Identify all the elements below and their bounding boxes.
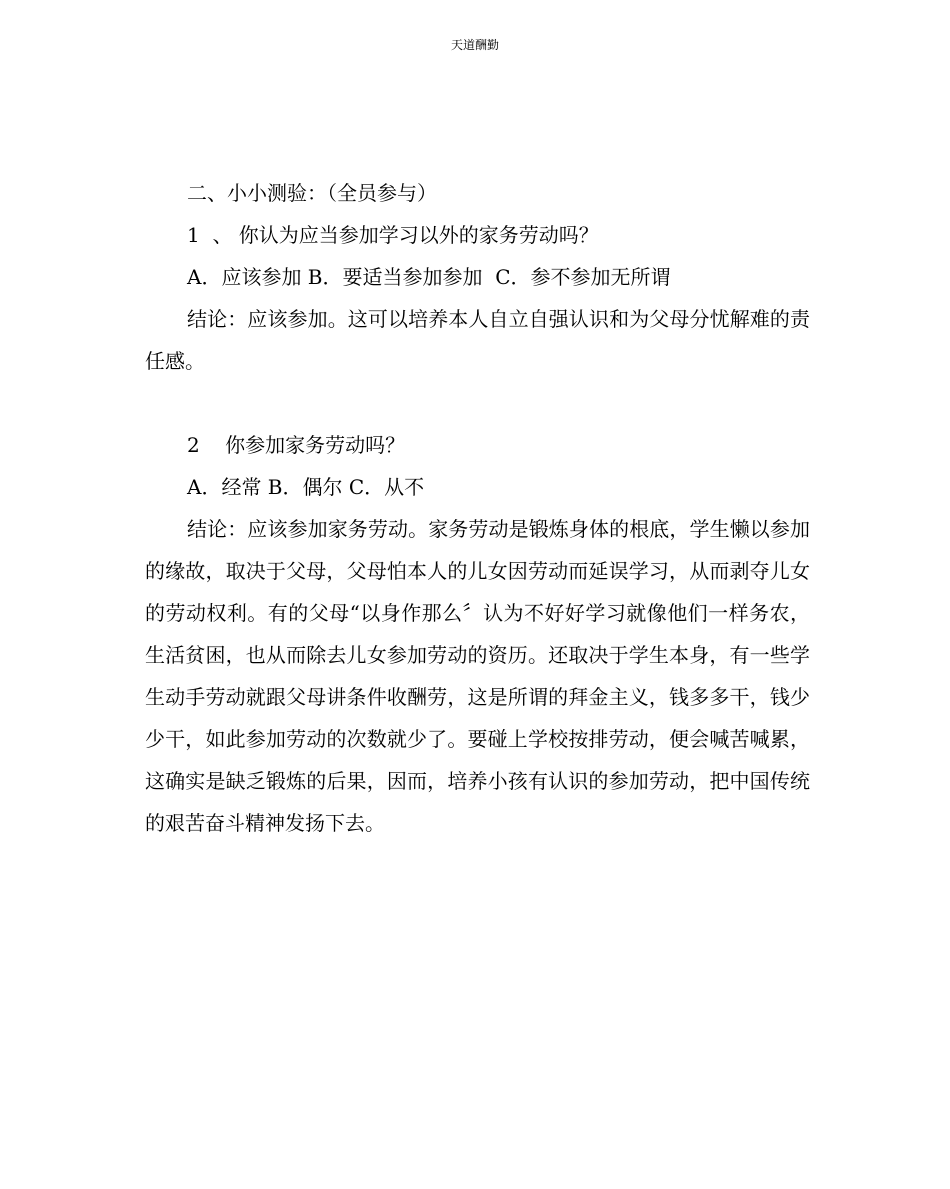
- question-2-options: A．经常 B．偶尔 C．从不: [187, 475, 425, 499]
- question-2-conclusion: 结论：应该参加家务劳动。家务劳动是锻炼身体的根底，学生懒以参加的缘故，取决于父母，父母怕本人的儿女因劳动而延误学习，从而剥夺儿女的劳动权利。有的父母“以身作那么〞认为不好好学习就像他们一样务农，生活贫困，也从而除去儿女参加劳动的资历。还取决于学生本身，有一些学生动手劳动就跟父母讲条件收酬劳，这是所谓的拜金主义，钱多多干，钱少少干，如此参加劳动的次数就少了。要碰上学校按排劳动，便会喊苦喊累，这确实是缺乏锻炼的后果，因而，培养小孩有认识的参加劳动，把中国传统的艰苦奋斗精神发扬下去。: [145, 517, 810, 835]
- section-title: 二、小小测验：（全员参与）: [187, 181, 437, 205]
- question-1-conclusion: 结论：应该参加。这可以培养本人自立自强认识和为父母分忧解难的责任感。: [145, 307, 810, 373]
- document-body: [145, 172, 810, 844]
- question-1-options: A．应该参加 B．要适当参加参加 C．参不参加无所谓: [187, 265, 671, 289]
- question-2: 2 你参加家务劳动吗？: [187, 433, 406, 457]
- paragraph-gap: [145, 382, 810, 424]
- page-header: 天道酬勤: [450, 38, 499, 52]
- question-1: 1 、 你认为应当参加学习以外的家务劳动吗？: [187, 223, 599, 247]
